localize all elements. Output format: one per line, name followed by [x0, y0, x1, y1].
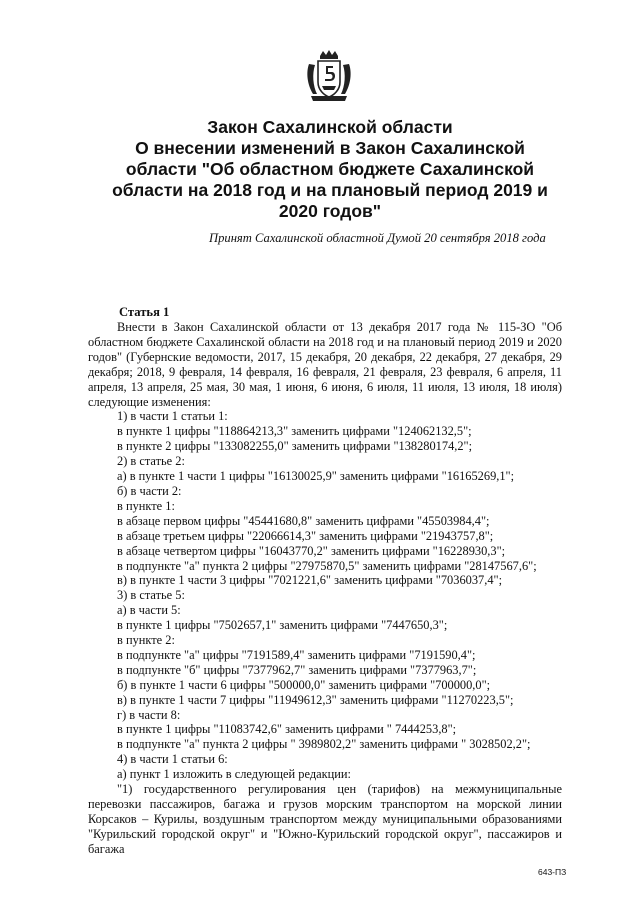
- list-item: в пункте 2 цифры "133082255,0" заменить цифрами "138280174,2";: [117, 439, 473, 454]
- title-line: 2020 годов": [278, 201, 382, 221]
- list-item: 4) в части 1 статьи 6:: [117, 752, 228, 767]
- title-line: области на 2018 год и на плановый период 2019 и: [112, 180, 548, 200]
- list-item: б) в части 2:: [117, 483, 182, 498]
- list-item: а) в пункте 1 части 1 цифры "16130025,9" заменить цифрами "16165269,1";: [117, 469, 515, 484]
- adoption-note: Принят Сахалинской областной Думой 20 сентября 2018 года: [209, 231, 546, 245]
- title-line: области "Об областном бюджете Сахалинской: [125, 159, 535, 179]
- document-code: 643-ПЗ: [538, 867, 567, 877]
- article-heading: Статья 1: [119, 305, 170, 319]
- list-item: в подпункте "а" пункта 2 цифры " 3989802,2" заменить цифрами " 3028502,2";: [117, 737, 531, 752]
- list-item: в подпункте "а" цифры "7191589,4" заменить цифрами "7191590,4";: [117, 647, 476, 662]
- list-item: 3) в статье 5:: [117, 588, 185, 603]
- list-item: в пункте 2:: [117, 633, 175, 648]
- list-item: в абзаце первом цифры "45441680,8" заменить цифрами "45503984,4";: [117, 513, 490, 528]
- list-item: а) в части 5:: [117, 603, 181, 618]
- sakhalin-coat-of-arms-icon: [303, 48, 355, 106]
- list-item: 1) в части 1 статьи 1:: [117, 409, 228, 424]
- list-item: б) в пункте 1 части 6 цифры "500000,0" заменить цифрами "700000,0";: [117, 677, 491, 692]
- list-item: в пункте 1:: [117, 498, 175, 513]
- list-item: а) пункт 1 изложить в следующей редакции:: [117, 767, 351, 782]
- title-line: Закон Сахалинской области: [207, 117, 453, 137]
- list-item: в пункте 1 цифры "11083742,6" заменить цифрами " 7444253,8";: [117, 722, 457, 737]
- list-item: в) в пункте 1 части 3 цифры "7021221,6" заменить цифрами "7036037,4";: [117, 573, 503, 588]
- article-body: [88, 320, 562, 857]
- list-item: в подпункте "а" пункта 2 цифры "27975870,5" заменить цифрами "28147567,6";: [117, 558, 537, 573]
- list-item: в подпункте "б" цифры "7377962,7" заменить цифрами "7377963,7";: [117, 662, 477, 677]
- law-title: [100, 117, 560, 222]
- closing-paragraph: "1) государственного регулирования цен (тарифов) на межмуниципальные перевозки пассажиров, багажа и грузов морским транспортом на морской линии Корсаков – Курилы, воздушным транспортом между муниципальными образованиями "Курильский городской округ" и "Южно-Курильский городской округ", пассажиров и багажа: [88, 782, 562, 856]
- list-item: в пункте 1 цифры "7502657,1" заменить цифрами "7447650,3";: [117, 618, 448, 633]
- title-line: О внесении изменений в Закон Сахалинской: [135, 138, 525, 158]
- intro-paragraph: Внести в Закон Сахалинской области от 13 декабря 2017 года № 115-ЗО "Об областном бюджете Сахалинской области на 2018 год и на плановый период 2019 и 2020 годов" (Губернские ведомости, 2017, 15 декабря, 20 декабря, 22 декабря, 27 декабря, 29 декабря; 2018, 9 февраля, 14 февраля, 16 февраля, 21 февраля, 23 февраля, 6 апреля, 11 апреля, 13 апреля, 25 мая, 30 мая, 1 июня, 6 июня, 6 июля, 11 июля, 13 июля, 18 июля) следующие изменения:: [88, 320, 562, 409]
- list-item: г) в части 8:: [117, 707, 181, 722]
- list-item: в абзаце третьем цифры "22066614,3" заменить цифрами "21943757,8";: [117, 528, 494, 543]
- list-item: в пункте 1 цифры "118864213,3" заменить цифрами "124062132,5";: [117, 424, 472, 439]
- list-item: в абзаце четвертом цифры "16043770,2" заменить цифрами "16228930,3";: [117, 543, 506, 558]
- list-item: 2) в статье 2:: [117, 454, 185, 469]
- list-item: в) в пункте 1 части 7 цифры "11949612,3" заменить цифрами "11270223,5";: [117, 692, 514, 707]
